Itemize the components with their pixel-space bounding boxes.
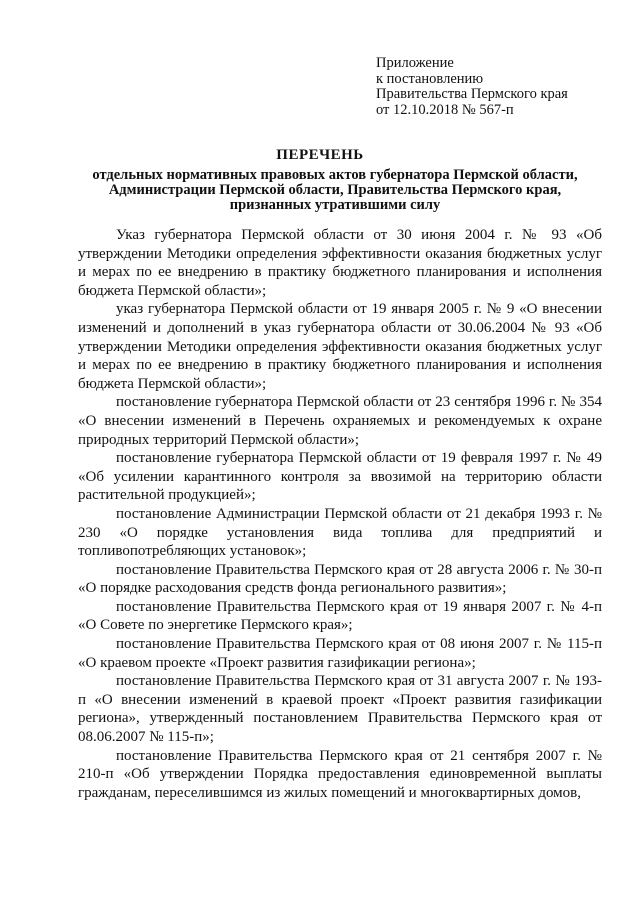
list-item: постановление Правительства Пермского края от 21 сентября 2007 г. № 210-п «Об утверждении Порядка предоставления единовременной выплаты гражданам, переселившимся из жилых помещений и многоквартирных домов, [78,747,602,801]
list-item: постановление Правительства Пермского края от 31 августа 2007 г. № 193-п «О внесении изменений в краевой проект «Проект развития газификации региона», утвержденный постановлением Правительства Пермского края от 08.06.2007 № 115-п»; [78,673,602,746]
document-body [78,226,602,802]
appendix-block [376,56,568,118]
appendix-line: Приложение [376,55,454,71]
list-item: постановление Администрации Пермской области от 21 декабря 1993 г. № 230 «О порядке установления вида топлива для предприятий и топливопотребляющих установок»; [78,505,602,560]
subtitle-line: признанных утратившими силу [229,197,441,213]
list-item: постановление губернатора Пермской области от 19 февраля 1997 г. № 49 «Об усилении карантинного контроля за ввозимой на территорию области растительной продукцией»; [78,450,602,504]
document-subtitle [60,168,610,213]
appendix-line: от 12.10.2018 № 567-п [376,101,514,118]
list-item: постановление Правительства Пермского края от 08 июня 2007 г. № 115-п «О краевом проекте «Проект развития газификации региона»; [78,636,602,671]
appendix-line: Правительства Пермского края [376,86,568,102]
subtitle-line: отдельных нормативных правовых актов губернатора Пермской области, [92,167,578,183]
list-item: постановление губернатора Пермской области от 23 сентября 1996 г. № 354 «О внесении изменений в Перечень охраняемых и рекомендуемых к охране природных территорий Пермской области»; [78,394,602,448]
list-item: постановление Правительства Пермского края от 19 января 2007 г. № 4-п «О Совете по энергетике Пермского края»; [78,598,602,634]
appendix-line: к постановлению [376,70,484,87]
document-title: ПЕРЕЧЕНЬ [276,147,364,163]
list-item: Указ губернатора Пермской области от 30 июня 2004 г. № 93 «Об утверждении Методики определения эффективности оказания бюджетных услуг и мерах по ее внедрению в практику бюджетного планирования и исполнения бюджета Пермской области»; [78,227,602,299]
list-item: постановление Правительства Пермского края от 28 августа 2006 г. № 30-п «О порядке расходования средств фонда регионального развития»; [78,561,602,597]
subtitle-line: Администрации Пермской области, Правительства Пермского края, [108,182,562,198]
list-item: указ губернатора Пермской области от 19 января 2005 г. № 9 «О внесении изменений и дополнений в указ губернатора области от 30.06.2004 № 93 «Об утверждении Методики определения эффективности оказания бюджетных услуг и мерах по ее внедрению в практику бюджетного планирования и исполнения бюджета Пермской области»; [78,301,602,392]
